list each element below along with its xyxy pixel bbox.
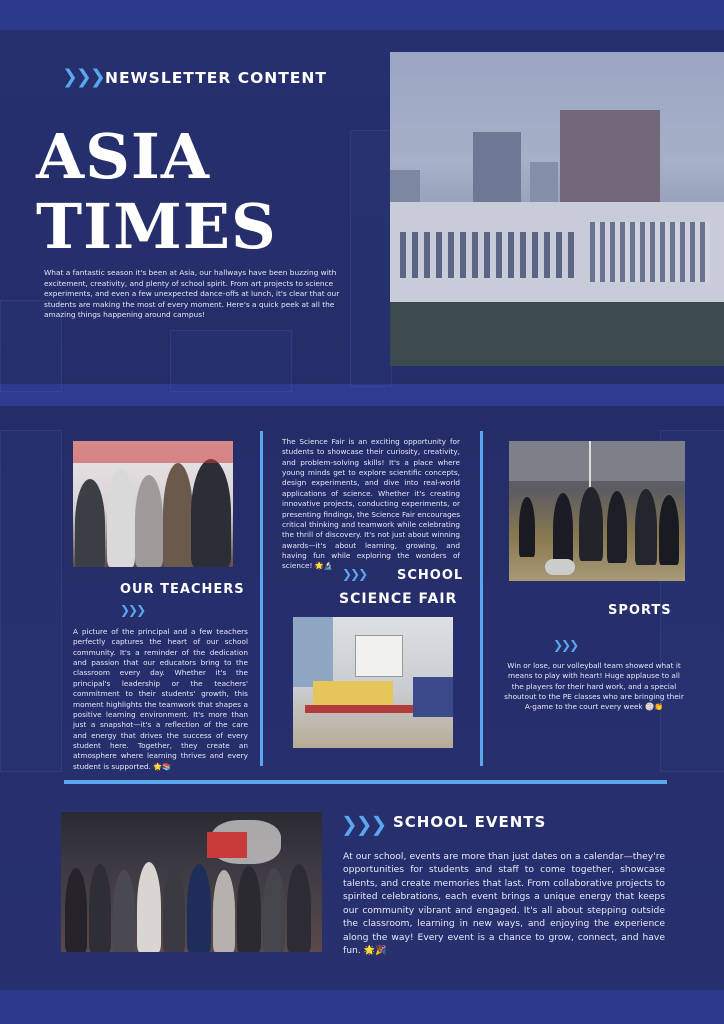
- banner: [73, 441, 233, 463]
- sports-photo: [509, 441, 685, 581]
- player: [635, 489, 657, 565]
- student: [113, 870, 135, 952]
- intro-paragraph: What a fantastic season it's been at Asia, our hallways have been buzzing with excitement, creativity, and plenty of school spirit. From art projects to science experiments, and even a few unexpected dance-offs at lunch, it's clear that our students are making the most of every moment. Here's a quick peek at all the amazing things happening around campus!: [44, 268, 340, 320]
- science-fair-photo: [293, 617, 453, 748]
- student: [237, 866, 261, 952]
- chevron-icon: ❯❯❯: [62, 66, 104, 88]
- events-heading: SCHOOL EVENTS: [393, 813, 547, 831]
- whiteboard: [355, 635, 403, 677]
- facade-windows: [400, 232, 580, 278]
- science-heading-line-2: SCIENCE FAIR: [339, 591, 458, 607]
- bg-building: [350, 130, 392, 387]
- gym-wall: [509, 441, 685, 481]
- sports-paragraph: Win or lose, our volleyball team showed what it means to play with heart! Huge applause to all the players for their hard work, and a special shoutout to the PE classes who are bringing their A-game to the court every week 🏐👏: [504, 661, 684, 712]
- player: [553, 493, 573, 565]
- student: [263, 868, 285, 952]
- desk: [413, 677, 453, 717]
- chevron-icon: ❯❯❯: [120, 603, 145, 617]
- chevron-icon: ❯❯❯: [341, 812, 386, 836]
- sports-heading: SPORTS: [608, 603, 672, 618]
- player: [607, 491, 627, 563]
- trees-foreground: [390, 302, 724, 366]
- top-band: [0, 0, 724, 30]
- school-building-photo: [390, 52, 724, 366]
- column-divider: [480, 431, 483, 766]
- person: [191, 459, 231, 567]
- teachers-photo: [73, 441, 233, 567]
- flag: [207, 832, 247, 858]
- table: [305, 705, 425, 713]
- person: [163, 463, 193, 567]
- student: [163, 868, 185, 952]
- student: [89, 864, 111, 952]
- divider-band: [0, 384, 724, 406]
- ball-cart: [545, 559, 575, 575]
- chevron-icon: ❯❯❯: [553, 638, 578, 652]
- title-line-1: ASIA: [36, 120, 210, 193]
- school-facade: [390, 202, 724, 302]
- bg-building: [0, 430, 62, 772]
- window: [293, 617, 333, 687]
- chevron-icon: ❯❯❯: [342, 567, 367, 581]
- science-paragraph: The Science Fair is an exciting opportunity for students to showcase their curiosity, creativity, and problem-solving skills! It's a place where young minds get to explore scientific concepts, design experiments, and dive into real-world applications of science. Whether it's creating innovative projects, conducting experiments, or presenting findings, the Science Fair encourages critical thinking and teamwork while celebrating the thrill of discovery. It's not just about winning awards—it's about learning, growing, and having fun while exploring the wonders of science! 🌟🔬: [282, 437, 460, 571]
- student: [65, 868, 87, 952]
- student: [213, 870, 235, 952]
- teachers-paragraph: A picture of the principal and a few teachers perfectly captures the heart of our school community. It's a reminder of the dedication and passion that our educators bring to the classroom every day. Whether it's the principal's leadership or the teachers' commitment to their students' growth, this moment highlights the teamwork that shapes a positive learning environment. It's more than just a snapshot—it's a reflection of the care and energy that drives the success of every student here. Together, they create an atmosphere where learning thrives and every student is supported. 🌟📚: [73, 627, 248, 771]
- person: [107, 469, 135, 567]
- teachers-heading: OUR TEACHERS: [120, 582, 245, 597]
- section-divider: [64, 780, 667, 784]
- facade-windows: [590, 222, 710, 282]
- bg-building: [170, 330, 292, 392]
- person: [135, 475, 163, 567]
- student: [287, 864, 311, 952]
- column-divider: [260, 431, 263, 766]
- section-label: NEWSLETTER CONTENT: [105, 69, 327, 87]
- player: [659, 495, 679, 565]
- student: [187, 864, 211, 952]
- science-heading-line-1: SCHOOL: [397, 568, 464, 583]
- player: [579, 487, 603, 561]
- student: [137, 862, 161, 952]
- title-line-2: TIMES: [36, 190, 277, 263]
- bottom-band: [0, 990, 724, 1024]
- school-events-photo: [61, 812, 322, 952]
- player: [519, 497, 535, 557]
- person: [75, 479, 105, 567]
- events-paragraph: At our school, events are more than just dates on a calendar—they're opportunities for students and staff to come together, showcase talents, and create memories that last. From collaborative projects to spirited celebrations, each event brings a unique energy that keeps our community vibrant and engaged. It's all about stepping outside the classroom, learning in new ways, and enjoying the experience along the way! Every event is a chance to grow, connect, and have fun. 🌟🎉: [343, 851, 665, 956]
